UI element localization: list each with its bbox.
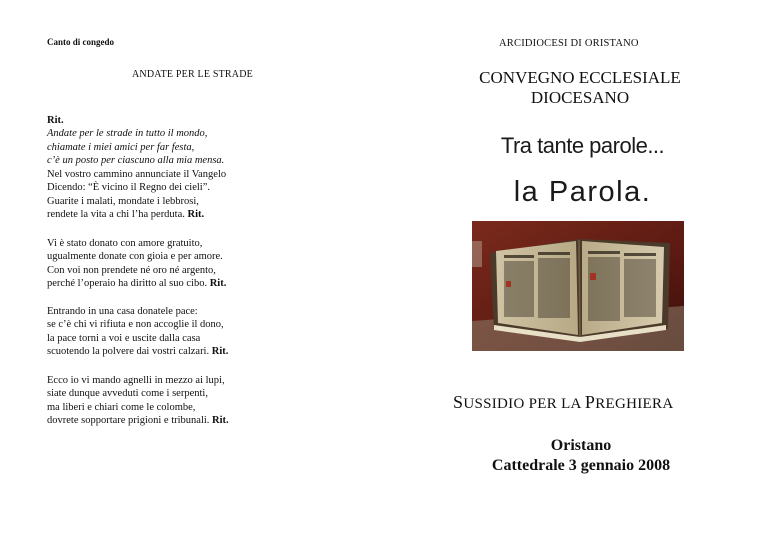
stanza-2 [47,223,307,291]
place-name: Oristano [550,437,612,454]
refrain-text: Andate per le strade in tutto il mondo, chiamate i miei amici per far festa, c’è un posto per ciascuno alla mia mensa. [47,128,225,166]
stanza-text: Vi è stato donato con amore gratuito, ugualmente donate con gioia e per amore. Con voi non prendete né oro né argento, perché l’operaio ha diritto al suo cibo. [47,237,223,289]
stanza-text: Nel vostro cammino annunciate il Vangelo Dicendo: “È vicino il Regno dei cieli”. Guarite i malati, mondate i lebbrosi, rendete la vita a chi l’ha perduta. [47,168,227,220]
event-date: Cattedrale 3 gennaio 2008 [491,457,671,474]
stanza-rit: Rit. [209,278,227,289]
subtitle-cap-s: S [453,392,464,412]
subtitle-part1: USSIDIO PER LA [463,396,585,412]
song-title: ANDATE PER LE STRADE [132,69,253,80]
section-header: Canto di congedo [47,37,115,47]
diocese-name: ARCIDIOCESI DI ORISTANO [499,38,639,49]
subtitle-cap-p: P [584,392,596,412]
stanza-3 [47,291,307,359]
stanza-rit: Rit. [187,209,205,220]
motto-line1: Tra tante parole... [500,133,665,158]
event-title [430,68,730,108]
open-bible-illustration [472,221,684,351]
stanza-text: Ecco io vi mando agnelli in mezzo ai lupi, siate dunque avveduti come i serpenti, ma liberi e chiari come le colombe, dovrete sopportare prigioni e tribunali. [47,374,225,426]
motto-line2: la Parola. [513,176,652,208]
event-title-line2: DIOCESANO [530,88,630,107]
stanza-4 [47,360,307,428]
stanza-rit: Rit. [212,415,229,426]
refrain-label: Rit. [47,114,64,126]
stanza-1 [47,154,307,222]
place-and-date [440,436,722,476]
event-title-line1: CONVEGNO ECCLESIALE [479,68,681,87]
stanza-rit: Rit. [211,346,229,357]
subtitle-part2: REGHIERA [595,396,674,412]
bible-photo [472,221,684,351]
subtitle [453,392,673,413]
stanza-text: Entrando in una casa donatele pace: se c’è chi vi rifiuta e non accoglie il dono, la pace torni a voi e uscite dalla casa scuotendo la polvere dai vostri calzari. [47,305,224,357]
